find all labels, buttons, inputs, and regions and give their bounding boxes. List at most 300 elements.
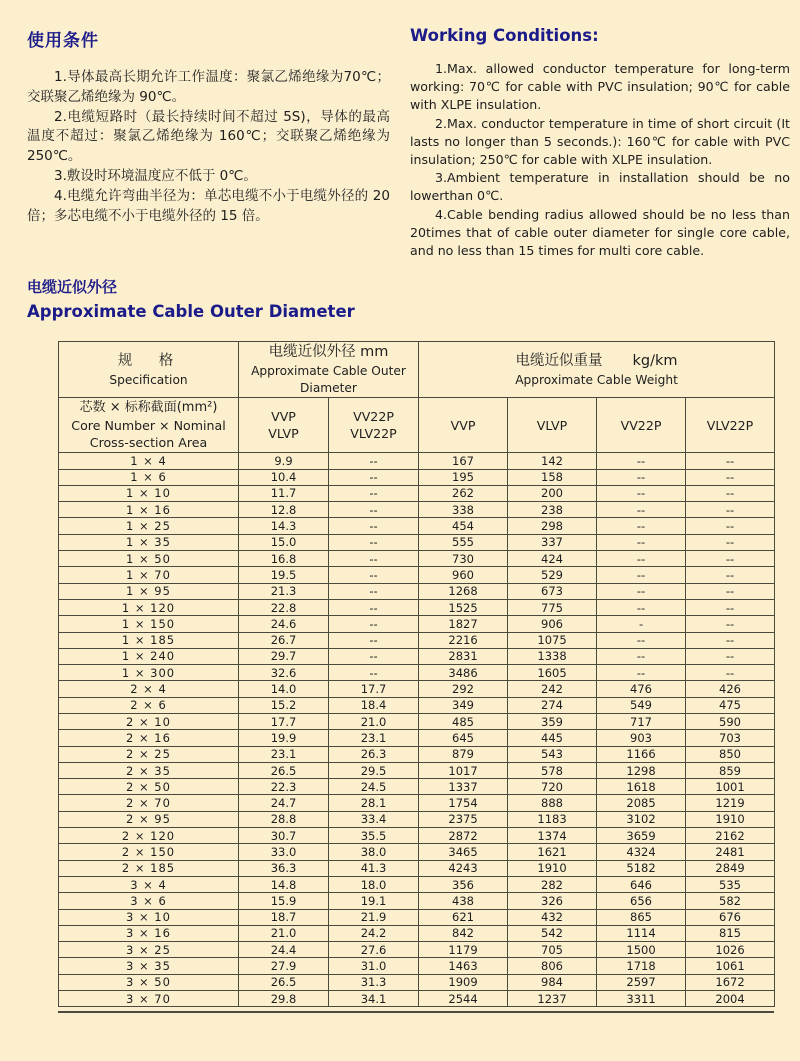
value-cell: 2872 <box>419 828 508 844</box>
spec-sub-header <box>59 398 239 453</box>
value-cell: 1525 <box>419 599 508 615</box>
value-cell: -- <box>597 502 686 518</box>
value-cell: 142 <box>508 453 597 469</box>
value-cell: -- <box>329 551 419 567</box>
value-cell: -- <box>597 599 686 615</box>
cable-table-wrap <box>58 341 774 1013</box>
value-cell: 24.7 <box>239 795 329 811</box>
value-cell: -- <box>686 469 775 485</box>
spec-cell: 3 × 6 <box>59 893 239 909</box>
spec-cell: 3 × 25 <box>59 942 239 958</box>
value-cell: 1298 <box>597 762 686 778</box>
spec-cell: 2 × 16 <box>59 730 239 746</box>
value-cell: 18.4 <box>329 697 419 713</box>
value-cell: 24.2 <box>329 925 419 941</box>
table-group-header-row <box>59 342 775 398</box>
table-row <box>59 991 775 1007</box>
value-cell: 3102 <box>597 811 686 827</box>
value-cell: 1910 <box>508 860 597 876</box>
value-cell: 10.4 <box>239 469 329 485</box>
spec-cell: 1 × 10 <box>59 485 239 501</box>
working-condition-item-4: 4.Cable bending radius allowed should be no less than 20times that of cable outer diameter for single core cable, and no less than 15 times for multi core cable. <box>410 206 790 259</box>
value-cell: 888 <box>508 795 597 811</box>
value-cell: 14.0 <box>239 681 329 697</box>
spec-cell: 1 × 95 <box>59 583 239 599</box>
value-cell: 1337 <box>419 779 508 795</box>
value-cell: 282 <box>508 876 597 892</box>
value-cell: 33.0 <box>239 844 329 860</box>
value-cell: 454 <box>419 518 508 534</box>
value-cell: 806 <box>508 958 597 974</box>
value-cell: -- <box>686 616 775 632</box>
table-row <box>59 828 775 844</box>
cable-spec-table <box>58 341 775 1007</box>
table-row <box>59 925 775 941</box>
col-vvp: VVP <box>271 409 296 425</box>
value-cell: 274 <box>508 697 597 713</box>
value-cell: 11.7 <box>239 485 329 501</box>
value-cell: -- <box>686 518 775 534</box>
usage-condition-item-1: 1.导体最高长期允许工作温度：聚氯乙烯绝缘为70℃；交联聚乙烯绝缘为 90℃。 <box>27 69 390 105</box>
spec-cell: 3 × 70 <box>59 991 239 1007</box>
value-cell: 1618 <box>597 779 686 795</box>
spec-cell: 3 × 10 <box>59 909 239 925</box>
spec-cell: 2 × 70 <box>59 795 239 811</box>
value-cell: 3659 <box>597 828 686 844</box>
spec-sub-en1: Core Number × Nominal <box>71 418 226 434</box>
value-cell: 676 <box>686 909 775 925</box>
value-cell: 2544 <box>419 991 508 1007</box>
table-row <box>59 909 775 925</box>
value-cell: 15.9 <box>239 893 329 909</box>
value-cell: 1179 <box>419 942 508 958</box>
weight-col-vvp: VVP <box>419 398 508 453</box>
value-cell: 21.3 <box>239 583 329 599</box>
value-cell: 2004 <box>686 991 775 1007</box>
value-cell: 578 <box>508 762 597 778</box>
value-cell: 19.9 <box>239 730 329 746</box>
table-row <box>59 942 775 958</box>
spec-cell: 2 × 120 <box>59 828 239 844</box>
value-cell: 730 <box>419 551 508 567</box>
value-cell: 1827 <box>419 616 508 632</box>
spec-cell: 2 × 35 <box>59 762 239 778</box>
value-cell: -- <box>597 485 686 501</box>
value-cell: 590 <box>686 713 775 729</box>
value-cell: 32.6 <box>239 665 329 681</box>
table-row <box>59 469 775 485</box>
value-cell: 18.7 <box>239 909 329 925</box>
diameter-group-header <box>239 342 419 398</box>
value-cell: -- <box>329 502 419 518</box>
col-header-vv22p-vlv22p <box>329 398 419 453</box>
table-row <box>59 958 775 974</box>
table-row <box>59 485 775 501</box>
value-cell: 18.0 <box>329 876 419 892</box>
table-row <box>59 844 775 860</box>
value-cell: 1621 <box>508 844 597 860</box>
col-vv22p: VV22P <box>353 409 394 425</box>
value-cell: 621 <box>419 909 508 925</box>
value-cell: 1463 <box>419 958 508 974</box>
usage-conditions-title: 使用条件 <box>27 31 99 51</box>
value-cell: 23.1 <box>329 730 419 746</box>
value-cell: -- <box>597 648 686 664</box>
value-cell: 859 <box>686 762 775 778</box>
value-cell: 432 <box>508 909 597 925</box>
value-cell: 22.3 <box>239 779 329 795</box>
value-cell: -- <box>686 551 775 567</box>
table-row <box>59 502 775 518</box>
spec-cell: 3 × 16 <box>59 925 239 941</box>
value-cell: -- <box>329 453 419 469</box>
spec-cell: 2 × 150 <box>59 844 239 860</box>
value-cell: 2831 <box>419 648 508 664</box>
value-cell: 3465 <box>419 844 508 860</box>
working-condition-item-3: 3.Ambient temperature in installation should be no lowerthan 0℃. <box>410 170 790 204</box>
spec-cell: 3 × 4 <box>59 876 239 892</box>
value-cell: -- <box>597 567 686 583</box>
value-cell: -- <box>329 632 419 648</box>
spec-cell: 2 × 10 <box>59 713 239 729</box>
value-cell: 15.2 <box>239 697 329 713</box>
spec-cell: 1 × 35 <box>59 534 239 550</box>
working-conditions-en <box>410 26 790 260</box>
spec-header-zh: 规 格 <box>117 352 180 369</box>
value-cell: -- <box>597 534 686 550</box>
value-cell: 1237 <box>508 991 597 1007</box>
spec-cell: 2 × 4 <box>59 681 239 697</box>
value-cell: 1114 <box>597 925 686 941</box>
table-row <box>59 681 775 697</box>
spec-cell: 1 × 70 <box>59 567 239 583</box>
spec-cell: 1 × 50 <box>59 551 239 567</box>
value-cell: 38.0 <box>329 844 419 860</box>
usage-conditions-zh <box>27 26 390 260</box>
value-cell: 19.1 <box>329 893 419 909</box>
section-title-zh: 电缆近似外径 <box>27 278 118 297</box>
value-cell: 35.5 <box>329 828 419 844</box>
weight-group-en: Approximate Cable Weight <box>515 372 678 387</box>
value-cell: 28.1 <box>329 795 419 811</box>
spec-cell: 3 × 50 <box>59 974 239 990</box>
weight-col-vlvp: VLVP <box>508 398 597 453</box>
table-row <box>59 567 775 583</box>
value-cell: -- <box>329 616 419 632</box>
value-cell: -- <box>686 534 775 550</box>
table-row <box>59 811 775 827</box>
value-cell: 3486 <box>419 665 508 681</box>
table-row <box>59 730 775 746</box>
value-cell: 4324 <box>597 844 686 860</box>
value-cell: 5182 <box>597 860 686 876</box>
spec-sub-zh: 芯数 × 标称截面(mm²) <box>79 400 218 416</box>
spec-cell: 1 × 6 <box>59 469 239 485</box>
value-cell: 645 <box>419 730 508 746</box>
value-cell: 195 <box>419 469 508 485</box>
table-row <box>59 632 775 648</box>
conditions-columns <box>27 26 790 260</box>
value-cell: 646 <box>597 876 686 892</box>
col-vlvp: VLVP <box>268 426 299 442</box>
value-cell: 542 <box>508 925 597 941</box>
table-row <box>59 779 775 795</box>
value-cell: 1338 <box>508 648 597 664</box>
value-cell: 17.7 <box>329 681 419 697</box>
usage-condition-item-4: 4.电缆允许弯曲半径为：单芯电缆不小于电缆外径的 20 倍；多芯电缆不小于电缆外径的 15 倍。 <box>27 187 390 224</box>
value-cell: 656 <box>597 893 686 909</box>
value-cell: -- <box>597 665 686 681</box>
value-cell: 438 <box>419 893 508 909</box>
value-cell: 31.3 <box>329 974 419 990</box>
value-cell: 720 <box>508 779 597 795</box>
value-cell: 535 <box>686 876 775 892</box>
value-cell: -- <box>329 665 419 681</box>
value-cell: 14.3 <box>239 518 329 534</box>
value-cell: 2481 <box>686 844 775 860</box>
value-cell: 1183 <box>508 811 597 827</box>
value-cell: -- <box>329 469 419 485</box>
section-heading <box>27 276 790 321</box>
value-cell: 703 <box>686 730 775 746</box>
value-cell: 549 <box>597 697 686 713</box>
value-cell: 1909 <box>419 974 508 990</box>
table-row <box>59 453 775 469</box>
section-title-en: Approximate Cable Outer Diameter <box>27 302 355 322</box>
col-header-vvp-vlvp <box>239 398 329 453</box>
value-cell: -- <box>686 502 775 518</box>
weight-group-header <box>419 342 775 398</box>
value-cell: 850 <box>686 746 775 762</box>
value-cell: 326 <box>508 893 597 909</box>
diameter-group-zh: 电缆近似外径 mm <box>268 344 389 361</box>
value-cell: 906 <box>508 616 597 632</box>
value-cell: -- <box>329 534 419 550</box>
value-cell: -- <box>597 453 686 469</box>
value-cell: 2597 <box>597 974 686 990</box>
value-cell: 16.8 <box>239 551 329 567</box>
value-cell: 24.4 <box>239 942 329 958</box>
value-cell: 984 <box>508 974 597 990</box>
value-cell: 24.5 <box>329 779 419 795</box>
value-cell: 298 <box>508 518 597 534</box>
table-row <box>59 762 775 778</box>
spec-cell: 2 × 50 <box>59 779 239 795</box>
value-cell: 22.8 <box>239 599 329 615</box>
value-cell: 1500 <box>597 942 686 958</box>
usage-condition-item-3: 3.敷设时环境温度应不低于 0℃。 <box>54 167 257 184</box>
value-cell: 19.5 <box>239 567 329 583</box>
value-cell: 1268 <box>419 583 508 599</box>
value-cell: 705 <box>508 942 597 958</box>
weight-unit: kg/km <box>632 352 678 369</box>
value-cell: 475 <box>686 697 775 713</box>
value-cell: -- <box>329 518 419 534</box>
value-cell: -- <box>686 583 775 599</box>
table-row <box>59 518 775 534</box>
value-cell: -- <box>329 567 419 583</box>
value-cell: 424 <box>508 551 597 567</box>
value-cell: -- <box>329 599 419 615</box>
value-cell: 865 <box>597 909 686 925</box>
value-cell: 1001 <box>686 779 775 795</box>
value-cell: 1166 <box>597 746 686 762</box>
spec-cell: 1 × 150 <box>59 616 239 632</box>
value-cell: -- <box>686 485 775 501</box>
table-row <box>59 860 775 876</box>
value-cell: 200 <box>508 485 597 501</box>
value-cell: -- <box>597 583 686 599</box>
value-cell: 1754 <box>419 795 508 811</box>
table-row <box>59 713 775 729</box>
value-cell: 1910 <box>686 811 775 827</box>
value-cell: -- <box>686 665 775 681</box>
value-cell: 842 <box>419 925 508 941</box>
table-row <box>59 795 775 811</box>
value-cell: 33.4 <box>329 811 419 827</box>
value-cell: 23.1 <box>239 746 329 762</box>
table-row <box>59 974 775 990</box>
value-cell: -- <box>686 599 775 615</box>
value-cell: 15.0 <box>239 534 329 550</box>
spec-cell: 2 × 6 <box>59 697 239 713</box>
spec-cell: 1 × 25 <box>59 518 239 534</box>
value-cell: 41.3 <box>329 860 419 876</box>
value-cell: 1672 <box>686 974 775 990</box>
value-cell: 1605 <box>508 665 597 681</box>
value-cell: 543 <box>508 746 597 762</box>
value-cell: 485 <box>419 713 508 729</box>
value-cell: 338 <box>419 502 508 518</box>
working-conditions-title: Working Conditions: <box>410 26 599 45</box>
table-row <box>59 616 775 632</box>
value-cell: 1718 <box>597 958 686 974</box>
spec-cell: 1 × 16 <box>59 502 239 518</box>
value-cell: 26.7 <box>239 632 329 648</box>
value-cell: 349 <box>419 697 508 713</box>
value-cell: 21.0 <box>329 713 419 729</box>
value-cell: -- <box>686 632 775 648</box>
value-cell: 2216 <box>419 632 508 648</box>
table-row <box>59 665 775 681</box>
value-cell: 337 <box>508 534 597 550</box>
table-sub-header-row <box>59 398 775 453</box>
value-cell: 879 <box>419 746 508 762</box>
value-cell: 30.7 <box>239 828 329 844</box>
value-cell: 27.9 <box>239 958 329 974</box>
value-cell: 775 <box>508 599 597 615</box>
value-cell: 34.1 <box>329 991 419 1007</box>
value-cell: 292 <box>419 681 508 697</box>
working-condition-item-2: 2.Max. conductor temperature in time of short circuit (It lasts no longer than 5 seconds.): 160℃ for cable with PVC insulation; 250℃ for cable with XLPE insulation. <box>410 115 790 168</box>
spec-cell: 2 × 25 <box>59 746 239 762</box>
table-bottom-rule <box>58 1011 774 1013</box>
spec-sub-en2: Cross-section Area <box>89 435 208 451</box>
value-cell: 17.7 <box>239 713 329 729</box>
usage-condition-item-2: 2.电缆短路时（最长持续时间不超过 5S)，导体的最高温度不超过：聚氯乙烯绝缘为 160℃；交联聚乙烯绝缘为 250℃。 <box>27 108 390 165</box>
table-row <box>59 746 775 762</box>
table-row <box>59 648 775 664</box>
value-cell: 673 <box>508 583 597 599</box>
value-cell: 2162 <box>686 828 775 844</box>
spec-cell: 1 × 300 <box>59 665 239 681</box>
value-cell: 1017 <box>419 762 508 778</box>
value-cell: 27.6 <box>329 942 419 958</box>
value-cell: 2085 <box>597 795 686 811</box>
table-row <box>59 599 775 615</box>
value-cell: 356 <box>419 876 508 892</box>
value-cell: -- <box>597 518 686 534</box>
value-cell: 26.5 <box>239 762 329 778</box>
value-cell: 3311 <box>597 991 686 1007</box>
value-cell: 2375 <box>419 811 508 827</box>
value-cell: 21.0 <box>239 925 329 941</box>
value-cell: 476 <box>597 681 686 697</box>
value-cell: 12.8 <box>239 502 329 518</box>
spec-cell: 1 × 120 <box>59 599 239 615</box>
value-cell: 36.3 <box>239 860 329 876</box>
value-cell: 2849 <box>686 860 775 876</box>
table-row <box>59 551 775 567</box>
weight-group-zh-text: 电缆近似重量 <box>515 352 603 369</box>
value-cell: 582 <box>686 893 775 909</box>
value-cell: -- <box>329 583 419 599</box>
value-cell: 262 <box>419 485 508 501</box>
spec-cell: 2 × 95 <box>59 811 239 827</box>
working-condition-item-1: 1.Max. allowed conductor temperature for long-term working: 70℃ for cable with PVC insulation; 90℃ for cable with XLPE insulation. <box>410 61 790 113</box>
table-row <box>59 697 775 713</box>
value-cell: 167 <box>419 453 508 469</box>
value-cell: 21.9 <box>329 909 419 925</box>
value-cell: 815 <box>686 925 775 941</box>
value-cell: 31.0 <box>329 958 419 974</box>
value-cell: 903 <box>597 730 686 746</box>
value-cell: 426 <box>686 681 775 697</box>
col-vlv22p: VLV22P <box>350 426 397 442</box>
table-row <box>59 583 775 599</box>
value-cell: 960 <box>419 567 508 583</box>
value-cell: 14.8 <box>239 876 329 892</box>
value-cell: 29.8 <box>239 991 329 1007</box>
value-cell: -- <box>597 551 686 567</box>
value-cell: 238 <box>508 502 597 518</box>
value-cell: 242 <box>508 681 597 697</box>
diameter-group-en: Approximate Cable Outer Diameter <box>251 364 406 396</box>
spec-cell: 2 × 185 <box>59 860 239 876</box>
value-cell: 26.3 <box>329 746 419 762</box>
spec-cell: 1 × 185 <box>59 632 239 648</box>
value-cell: 24.6 <box>239 616 329 632</box>
value-cell: 555 <box>419 534 508 550</box>
value-cell: 359 <box>508 713 597 729</box>
spec-cell: 1 × 240 <box>59 648 239 664</box>
value-cell: 29.7 <box>239 648 329 664</box>
value-cell: 445 <box>508 730 597 746</box>
value-cell: 28.8 <box>239 811 329 827</box>
value-cell: 1374 <box>508 828 597 844</box>
table-body <box>59 453 775 1007</box>
value-cell: -- <box>597 469 686 485</box>
value-cell: -- <box>597 632 686 648</box>
value-cell: -- <box>686 648 775 664</box>
spec-header-en: Specification <box>109 372 188 387</box>
value-cell: 529 <box>508 567 597 583</box>
value-cell: 29.5 <box>329 762 419 778</box>
value-cell: 1219 <box>686 795 775 811</box>
value-cell: 1061 <box>686 958 775 974</box>
weight-col-vv22p: VV22P <box>597 398 686 453</box>
spec-group-header <box>59 342 239 398</box>
